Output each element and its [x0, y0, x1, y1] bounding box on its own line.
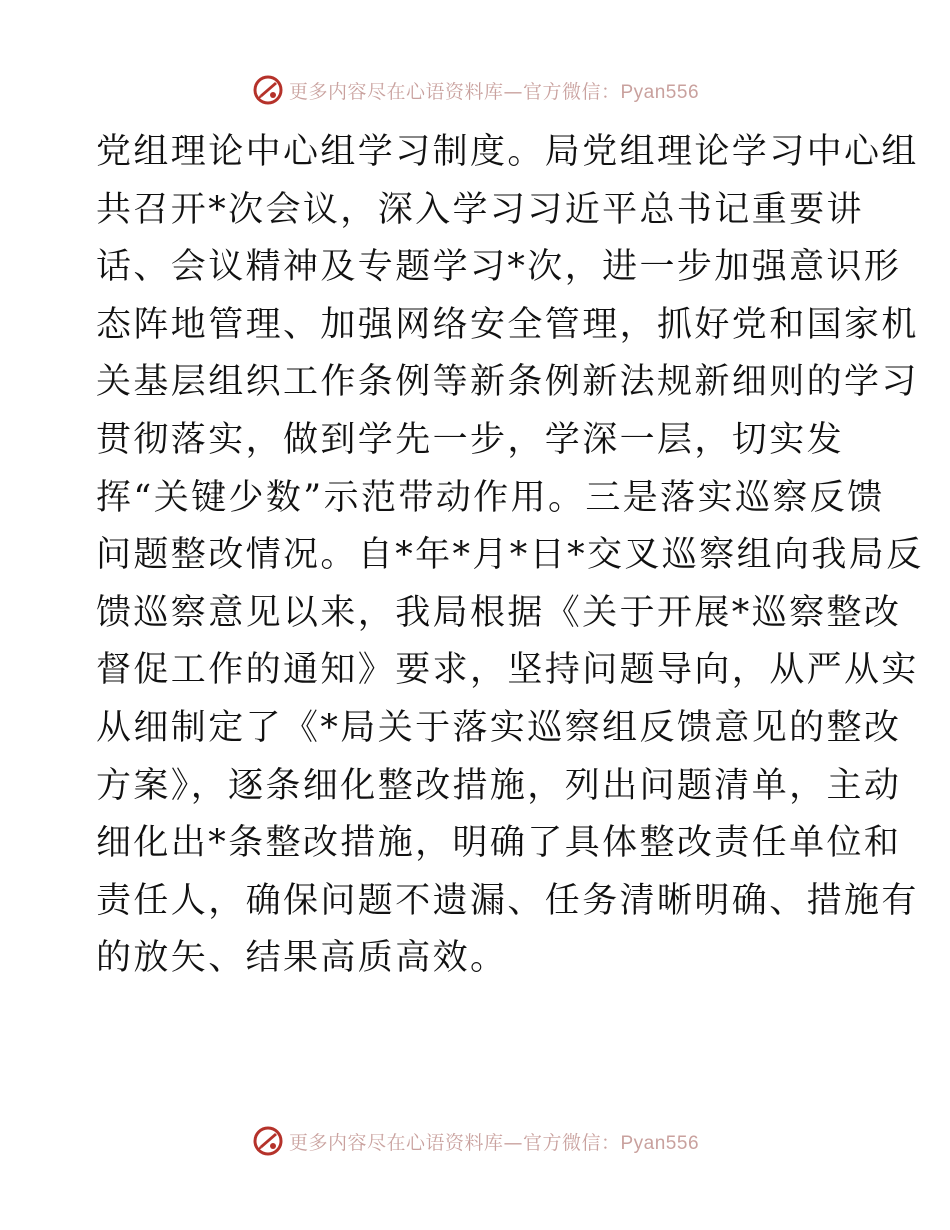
- body-line: 细化出*条整改措施，明确了具体整改责任单位和: [96, 823, 902, 864]
- header-watermark: [0, 70, 950, 110]
- body-line: 馈巡察意见以来，我局根据《关于开展*巡察整改: [96, 592, 902, 633]
- body-line: 从细制定了《*局关于落实巡察组反馈意见的整改: [96, 707, 902, 748]
- brand-logo-icon: [251, 73, 285, 107]
- body-line: 责任人，确保问题不遗漏、任务清晰明确、措施有: [96, 880, 919, 921]
- watermark-wechat-id: Pyan556: [620, 1132, 700, 1154]
- watermark-text: 更多内容尽在心语资料库—官方微信：: [288, 1131, 621, 1154]
- document-body: [96, 124, 924, 988]
- body-line: 态阵地管理、加强网络安全管理，抓好党和国家机: [96, 304, 919, 345]
- body-line: 方案》，逐条细化整改措施，列出问题清单，主动: [96, 765, 902, 806]
- body-line: 的放矢、结果高质高效。: [96, 938, 508, 979]
- brand-logo-icon: [251, 1124, 285, 1158]
- body-line: 督促工作的通知》要求，坚持问题导向，从严从实: [96, 650, 919, 691]
- watermark-text: 更多内容尽在心语资料库—官方微信：: [288, 80, 621, 103]
- watermark-wechat-id: Pyan556: [620, 81, 700, 103]
- footer-watermark: [0, 1121, 950, 1161]
- body-line: 贯彻落实，做到学先一步，学深一层，切实发: [96, 419, 845, 460]
- body-line: 共召开*次会议，深入学习习近平总书记重要讲: [96, 189, 864, 230]
- body-line: 问题整改情况。自*年*月*日*交叉巡察组向我局反: [96, 535, 924, 576]
- body-line: 关基层组织工作条例等新条例新法规新细则的学习: [96, 362, 919, 403]
- body-line: 话、会议精神及专题学习*次，进一步加强意识形: [96, 247, 902, 288]
- body-line: 党组理论中心组学习制度。局党组理论学习中心组: [96, 132, 919, 172]
- body-line: 挥“关键少数”示范带动作用。三是落实巡察反馈: [96, 477, 885, 518]
